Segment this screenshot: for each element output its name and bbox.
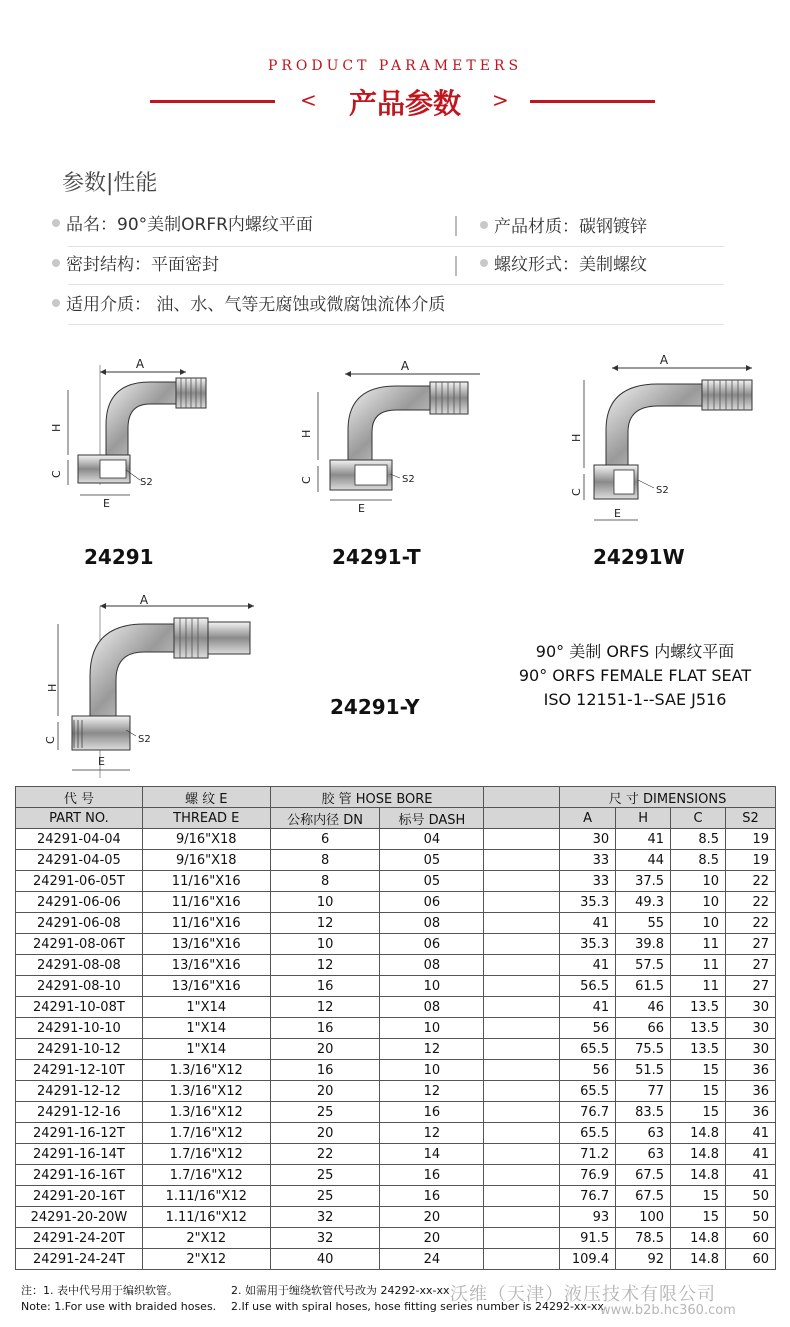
cell-h: 67.5 xyxy=(616,1165,671,1186)
dim-label-c: C xyxy=(570,488,583,496)
param-medium xyxy=(52,293,445,317)
cell-thread: 1.3/16"X12 xyxy=(142,1081,270,1102)
note-cn-2: 2. 如需用于缠绕软管代号改为 24292-xx-xx xyxy=(231,1284,450,1297)
table-row xyxy=(16,1060,776,1081)
cell-dn: 16 xyxy=(270,1018,380,1039)
cell-c: 10 xyxy=(671,871,726,892)
cell-blank xyxy=(484,976,560,997)
cell-a: 41 xyxy=(560,913,616,934)
param-material-text: 产品材质：碳钢镀锌 xyxy=(494,217,647,237)
cell-s2: 50 xyxy=(726,1186,776,1207)
note-en-2: 2.If use with spiral hoses, hose fitting series number is 24292-xx-xx xyxy=(231,1300,604,1313)
cell-part-no: 24291-06-06 xyxy=(16,892,143,913)
cell-a: 76.7 xyxy=(560,1186,616,1207)
param-divider xyxy=(68,324,724,325)
note-en-1: Note: 1.For use with braided hoses. xyxy=(21,1300,217,1313)
cell-a: 35.3 xyxy=(560,934,616,955)
cell-a: 65.5 xyxy=(560,1039,616,1060)
cell-dash: 04 xyxy=(380,829,484,850)
cell-dn: 8 xyxy=(270,871,380,892)
bullet-icon xyxy=(480,259,488,267)
cell-blank xyxy=(484,997,560,1018)
table-row xyxy=(16,934,776,955)
cell-c: 15 xyxy=(671,1102,726,1123)
header-thread: 螺 纹 E xyxy=(142,787,270,808)
cell-s2: 19 xyxy=(726,850,776,871)
cell-blank xyxy=(484,913,560,934)
cell-c: 14.8 xyxy=(671,1249,726,1270)
table-row xyxy=(16,1123,776,1144)
table-row xyxy=(16,1207,776,1228)
cell-s2: 27 xyxy=(726,934,776,955)
cell-a: 93 xyxy=(560,1207,616,1228)
cell-a: 76.9 xyxy=(560,1165,616,1186)
cell-dn: 16 xyxy=(270,976,380,997)
cell-c: 8.5 xyxy=(671,850,726,871)
title-line-right xyxy=(530,100,655,103)
cell-thread: 1"X14 xyxy=(142,1018,270,1039)
cell-dash: 20 xyxy=(380,1228,484,1249)
bullet-icon xyxy=(52,259,60,267)
cell-c: 11 xyxy=(671,934,726,955)
param-material xyxy=(480,215,647,239)
description-line-en: 90° ORFS FEMALE FLAT SEAT xyxy=(518,666,752,685)
cell-h: 37.5 xyxy=(616,871,671,892)
cell-a: 109.4 xyxy=(560,1249,616,1270)
param-seal-text: 密封结构：平面密封 xyxy=(66,255,219,275)
header-h: H xyxy=(616,808,671,829)
cell-dash: 08 xyxy=(380,955,484,976)
cell-dn: 32 xyxy=(270,1207,380,1228)
cell-dash: 14 xyxy=(380,1144,484,1165)
cell-dash: 16 xyxy=(380,1165,484,1186)
cell-part-no: 24291-20-16T xyxy=(16,1186,143,1207)
cell-blank xyxy=(484,1123,560,1144)
table-row xyxy=(16,1081,776,1102)
cell-dash: 10 xyxy=(380,976,484,997)
table-row xyxy=(16,829,776,850)
cell-blank xyxy=(484,1165,560,1186)
cell-a: 65.5 xyxy=(560,1081,616,1102)
cell-dn: 12 xyxy=(270,955,380,976)
cell-blank xyxy=(484,1228,560,1249)
cell-dash: 10 xyxy=(380,1018,484,1039)
param-medium-text: 适用介质： 油、水、气等无腐蚀或微腐蚀流体介质 xyxy=(66,295,446,315)
dim-label-h: H xyxy=(570,433,583,442)
cell-c: 13.5 xyxy=(671,1018,726,1039)
cell-thread: 1.3/16"X12 xyxy=(142,1060,270,1081)
cell-s2: 27 xyxy=(726,976,776,997)
cell-dn: 22 xyxy=(270,1144,380,1165)
page-title-row xyxy=(0,82,790,122)
cell-c: 13.5 xyxy=(671,1039,726,1060)
cell-blank xyxy=(484,1060,560,1081)
cell-dash: 24 xyxy=(380,1249,484,1270)
fitting-diagram-24291-t xyxy=(300,352,470,522)
cell-part-no: 24291-04-05 xyxy=(16,850,143,871)
cell-thread: 1.7/16"X12 xyxy=(142,1123,270,1144)
cell-blank xyxy=(484,1144,560,1165)
cell-s2: 22 xyxy=(726,892,776,913)
cell-dn: 25 xyxy=(270,1102,380,1123)
cell-thread: 2"X12 xyxy=(142,1249,270,1270)
product-description xyxy=(480,640,790,712)
cell-h: 83.5 xyxy=(616,1102,671,1123)
dim-label-a: A xyxy=(139,593,149,607)
title-chevron-right: > xyxy=(492,88,509,112)
param-separator xyxy=(455,216,457,236)
table-row xyxy=(16,1186,776,1207)
cell-dash: 05 xyxy=(380,850,484,871)
cell-s2: 19 xyxy=(726,829,776,850)
cell-s2: 60 xyxy=(726,1249,776,1270)
cell-part-no: 24291-16-16T xyxy=(16,1165,143,1186)
cell-c: 15 xyxy=(671,1186,726,1207)
cell-s2: 22 xyxy=(726,871,776,892)
cell-dash: 12 xyxy=(380,1123,484,1144)
cell-dn: 20 xyxy=(270,1123,380,1144)
cell-h: 66 xyxy=(616,1018,671,1039)
cell-a: 30 xyxy=(560,829,616,850)
model-label-24291w: 24291W xyxy=(593,545,685,569)
description-line-cn: 90° 美制 ORFS 内螺纹平面 xyxy=(535,642,735,661)
cell-part-no: 24291-08-08 xyxy=(16,955,143,976)
table-row xyxy=(16,1102,776,1123)
cell-c: 11 xyxy=(671,976,726,997)
cell-s2: 41 xyxy=(726,1165,776,1186)
table-row xyxy=(16,955,776,976)
cell-h: 75.5 xyxy=(616,1039,671,1060)
cell-s2: 41 xyxy=(726,1144,776,1165)
note-cn-1: 注：1. 表中代号用于编织软管。 xyxy=(21,1284,178,1297)
cell-h: 57.5 xyxy=(616,955,671,976)
description-line-standard: ISO 12151-1--SAE J516 xyxy=(543,690,727,709)
header-blank xyxy=(484,787,560,808)
header-a: A xyxy=(560,808,616,829)
cell-a: 71.2 xyxy=(560,1144,616,1165)
cell-a: 76.7 xyxy=(560,1102,616,1123)
cell-a: 56.5 xyxy=(560,976,616,997)
header-code: 代 号 xyxy=(16,787,143,808)
dim-label-a: A xyxy=(400,359,410,373)
cell-c: 11 xyxy=(671,955,726,976)
cell-h: 77 xyxy=(616,1081,671,1102)
cell-blank xyxy=(484,1102,560,1123)
cell-s2: 27 xyxy=(726,955,776,976)
header-dash: 标号 DASH xyxy=(380,808,484,829)
cell-s2: 30 xyxy=(726,1039,776,1060)
cell-h: 92 xyxy=(616,1249,671,1270)
dim-label-s2: S2 xyxy=(402,474,415,485)
dim-label-c: C xyxy=(50,470,63,478)
cell-thread: 13/16"X16 xyxy=(142,934,270,955)
header-part-no: PART NO. xyxy=(16,808,143,829)
cell-a: 33 xyxy=(560,871,616,892)
cell-part-no: 24291-10-12 xyxy=(16,1039,143,1060)
fitting-diagram-24291-y xyxy=(34,588,264,778)
cell-blank xyxy=(484,1186,560,1207)
cell-dn: 20 xyxy=(270,1039,380,1060)
cell-s2: 30 xyxy=(726,997,776,1018)
header-thread-e: THREAD E xyxy=(142,808,270,829)
dim-label-a: A xyxy=(135,357,145,371)
cell-thread: 1"X14 xyxy=(142,997,270,1018)
cell-dash: 10 xyxy=(380,1060,484,1081)
cell-thread: 2"X12 xyxy=(142,1228,270,1249)
cell-part-no: 24291-12-10T xyxy=(16,1060,143,1081)
param-separator xyxy=(455,256,457,276)
cell-c: 13.5 xyxy=(671,997,726,1018)
cell-a: 56 xyxy=(560,1060,616,1081)
cell-dash: 20 xyxy=(380,1207,484,1228)
cell-blank xyxy=(484,1018,560,1039)
watermark-site: www.b2b.hc360.com xyxy=(600,1303,736,1318)
cell-part-no: 24291-24-20T xyxy=(16,1228,143,1249)
cell-thread: 1.7/16"X12 xyxy=(142,1165,270,1186)
param-divider xyxy=(68,284,724,285)
cell-blank xyxy=(484,829,560,850)
cell-s2: 41 xyxy=(726,1123,776,1144)
watermark-company: 沃维（天津）液压技术有限公司 xyxy=(450,1284,716,1305)
cell-part-no: 24291-20-20W xyxy=(16,1207,143,1228)
eyebrow-title: PRODUCT PARAMETERS xyxy=(267,58,523,74)
dim-label-s2: S2 xyxy=(656,485,669,496)
cell-s2: 60 xyxy=(726,1228,776,1249)
fitting-diagram-24291 xyxy=(48,350,208,520)
cell-part-no: 24291-04-04 xyxy=(16,829,143,850)
cell-dn: 25 xyxy=(270,1186,380,1207)
header-hose-bore: 胶 管 HOSE BORE xyxy=(270,787,484,808)
cell-part-no: 24291-12-16 xyxy=(16,1102,143,1123)
cell-dn: 8 xyxy=(270,850,380,871)
cell-part-no: 24291-08-10 xyxy=(16,976,143,997)
section-title: 参数|性能 xyxy=(62,171,158,196)
cell-h: 100 xyxy=(616,1207,671,1228)
cell-dash: 12 xyxy=(380,1081,484,1102)
cell-dash: 12 xyxy=(380,1039,484,1060)
cell-a: 91.5 xyxy=(560,1228,616,1249)
cell-dash: 16 xyxy=(380,1186,484,1207)
fitting-diagram-24291w xyxy=(572,350,762,530)
cell-c: 14.8 xyxy=(671,1228,726,1249)
cell-dash: 16 xyxy=(380,1102,484,1123)
cell-c: 15 xyxy=(671,1207,726,1228)
cell-s2: 36 xyxy=(726,1081,776,1102)
cell-part-no: 24291-08-06T xyxy=(16,934,143,955)
cell-dn: 12 xyxy=(270,913,380,934)
table-row xyxy=(16,997,776,1018)
cell-h: 63 xyxy=(616,1123,671,1144)
dim-label-a: A xyxy=(659,353,669,367)
dim-label-e: E xyxy=(358,502,365,515)
cell-thread: 11/16"X16 xyxy=(142,913,270,934)
bullet-icon xyxy=(52,299,60,307)
table-row xyxy=(16,1165,776,1186)
table-row xyxy=(16,850,776,871)
cell-a: 65.5 xyxy=(560,1123,616,1144)
cell-h: 67.5 xyxy=(616,1186,671,1207)
cell-c: 10 xyxy=(671,913,726,934)
dim-label-c: C xyxy=(44,736,57,744)
cell-thread: 9/16"X18 xyxy=(142,850,270,871)
cell-h: 61.5 xyxy=(616,976,671,997)
table-row xyxy=(16,871,776,892)
title-line-left xyxy=(150,100,275,103)
cell-part-no: 24291-16-14T xyxy=(16,1144,143,1165)
cell-part-no: 24291-10-08T xyxy=(16,997,143,1018)
cell-h: 55 xyxy=(616,913,671,934)
cell-c: 15 xyxy=(671,1081,726,1102)
cell-a: 41 xyxy=(560,997,616,1018)
cell-dash: 08 xyxy=(380,913,484,934)
table-row xyxy=(16,1039,776,1060)
cell-blank xyxy=(484,955,560,976)
page-title: 产品参数 xyxy=(348,87,461,120)
dim-label-s2: S2 xyxy=(138,734,151,745)
cell-s2: 22 xyxy=(726,913,776,934)
cell-part-no: 24291-06-08 xyxy=(16,913,143,934)
cell-part-no: 24291-24-24T xyxy=(16,1249,143,1270)
cell-thread: 11/16"X16 xyxy=(142,892,270,913)
cell-blank xyxy=(484,850,560,871)
title-chevron-left: < xyxy=(300,88,317,112)
cell-blank xyxy=(484,1207,560,1228)
table-row xyxy=(16,1144,776,1165)
cell-thread: 1"X14 xyxy=(142,1039,270,1060)
cell-c: 14.8 xyxy=(671,1165,726,1186)
table-row xyxy=(16,913,776,934)
param-thread-form-text: 螺纹形式：美制螺纹 xyxy=(494,255,647,275)
dim-label-h: H xyxy=(50,423,63,432)
param-name-text: 品名：90°美制ORFR内螺纹平面 xyxy=(66,215,313,235)
cell-blank xyxy=(484,1039,560,1060)
cell-h: 78.5 xyxy=(616,1228,671,1249)
cell-part-no: 24291-10-10 xyxy=(16,1018,143,1039)
cell-thread: 1.7/16"X12 xyxy=(142,1144,270,1165)
cell-blank xyxy=(484,1081,560,1102)
cell-part-no: 24291-12-12 xyxy=(16,1081,143,1102)
table-row xyxy=(16,1228,776,1249)
bullet-icon xyxy=(52,219,60,227)
cell-s2: 50 xyxy=(726,1207,776,1228)
cell-dn: 32 xyxy=(270,1228,380,1249)
cell-dn: 12 xyxy=(270,997,380,1018)
cell-thread: 11/16"X16 xyxy=(142,871,270,892)
cell-c: 14.8 xyxy=(671,1123,726,1144)
dim-label-e: E xyxy=(614,507,621,520)
cell-h: 41 xyxy=(616,829,671,850)
table-header-row-2 xyxy=(16,808,776,829)
cell-blank xyxy=(484,871,560,892)
table-header-row-1 xyxy=(16,787,776,808)
dim-label-c: C xyxy=(300,476,313,484)
model-label-24291: 24291 xyxy=(84,545,154,569)
model-label-24291-y: 24291-Y xyxy=(330,695,420,719)
cell-h: 39.8 xyxy=(616,934,671,955)
cell-dn: 20 xyxy=(270,1081,380,1102)
header-blank xyxy=(484,808,560,829)
cell-a: 41 xyxy=(560,955,616,976)
cell-h: 49.3 xyxy=(616,892,671,913)
table-row xyxy=(16,1249,776,1270)
param-thread-form xyxy=(480,253,647,277)
dim-label-h: H xyxy=(300,429,313,438)
model-label-24291-t: 24291-T xyxy=(332,545,421,569)
param-divider xyxy=(68,246,724,247)
cell-c: 15 xyxy=(671,1060,726,1081)
cell-dash: 06 xyxy=(380,892,484,913)
table-row xyxy=(16,1018,776,1039)
cell-s2: 36 xyxy=(726,1102,776,1123)
cell-dash: 05 xyxy=(380,871,484,892)
cell-dn: 16 xyxy=(270,1060,380,1081)
cell-c: 10 xyxy=(671,892,726,913)
cell-h: 44 xyxy=(616,850,671,871)
cell-c: 8.5 xyxy=(671,829,726,850)
header-c: C xyxy=(671,808,726,829)
param-name xyxy=(52,213,313,237)
cell-h: 51.5 xyxy=(616,1060,671,1081)
cell-s2: 36 xyxy=(726,1060,776,1081)
cell-dn: 10 xyxy=(270,934,380,955)
header-dn: 公称内径 DN xyxy=(270,808,380,829)
table-row xyxy=(16,976,776,997)
cell-thread: 1.11/16"X12 xyxy=(142,1207,270,1228)
cell-part-no: 24291-06-05T xyxy=(16,871,143,892)
table-row xyxy=(16,892,776,913)
cell-thread: 1.3/16"X12 xyxy=(142,1102,270,1123)
cell-dash: 06 xyxy=(380,934,484,955)
cell-part-no: 24291-16-12T xyxy=(16,1123,143,1144)
dim-label-h: H xyxy=(46,683,59,692)
cell-s2: 30 xyxy=(726,1018,776,1039)
cell-blank xyxy=(484,892,560,913)
cell-h: 63 xyxy=(616,1144,671,1165)
cell-dn: 40 xyxy=(270,1249,380,1270)
dim-label-s2: S2 xyxy=(140,477,153,488)
header-dimensions: 尺 寸 DIMENSIONS xyxy=(560,787,776,808)
table-body xyxy=(16,829,776,1270)
cell-h: 46 xyxy=(616,997,671,1018)
cell-a: 56 xyxy=(560,1018,616,1039)
cell-blank xyxy=(484,934,560,955)
dim-label-e: E xyxy=(98,755,105,768)
header-s2: S2 xyxy=(726,808,776,829)
cell-thread: 9/16"X18 xyxy=(142,829,270,850)
cell-dn: 6 xyxy=(270,829,380,850)
cell-c: 14.8 xyxy=(671,1144,726,1165)
cell-thread: 1.11/16"X12 xyxy=(142,1186,270,1207)
cell-thread: 13/16"X16 xyxy=(142,955,270,976)
cell-blank xyxy=(484,1249,560,1270)
cell-dash: 08 xyxy=(380,997,484,1018)
cell-thread: 13/16"X16 xyxy=(142,976,270,997)
cell-dn: 25 xyxy=(270,1165,380,1186)
bullet-icon xyxy=(480,221,488,229)
param-seal xyxy=(52,253,219,277)
dimension-table xyxy=(15,786,776,1270)
cell-a: 33 xyxy=(560,850,616,871)
dim-label-e: E xyxy=(103,497,110,510)
cell-a: 35.3 xyxy=(560,892,616,913)
cell-dn: 10 xyxy=(270,892,380,913)
